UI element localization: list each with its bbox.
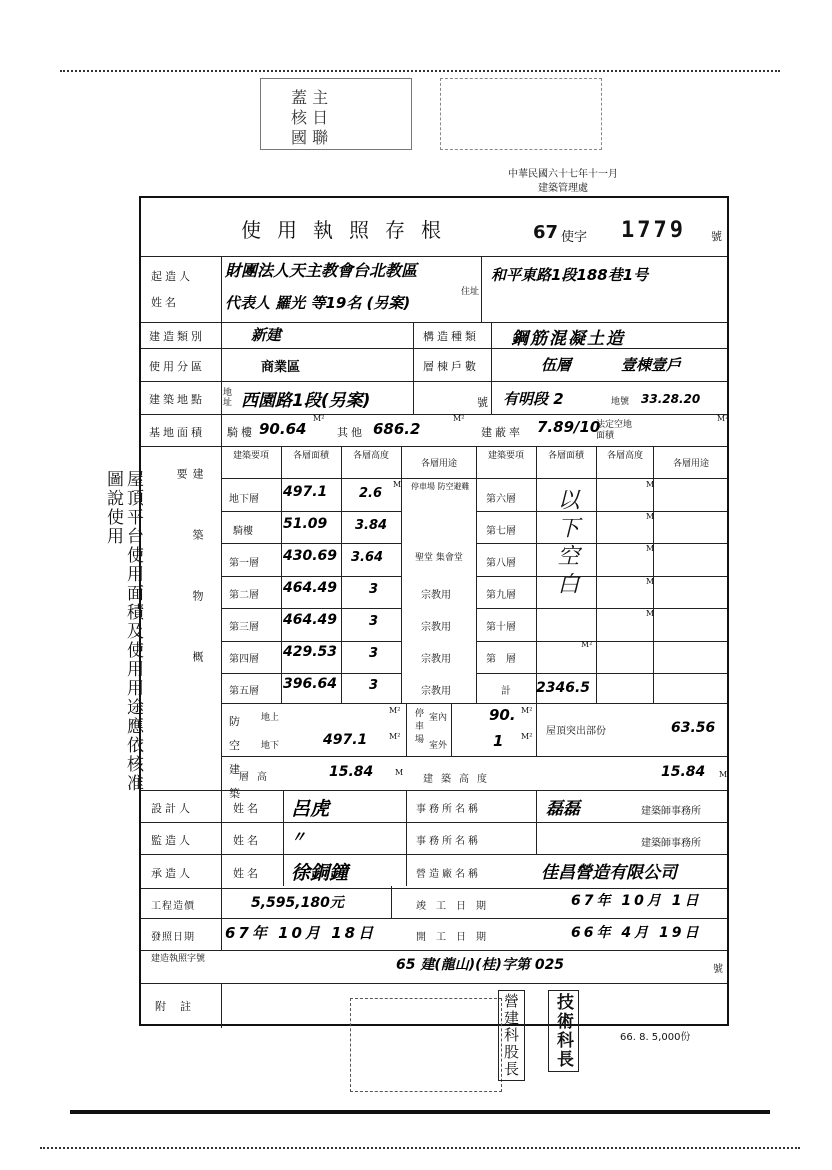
unit-label: M [393, 480, 402, 489]
floor-item: 第 層 [486, 654, 516, 665]
floor-use: 宗教用 [421, 686, 451, 697]
total-area: 2346.5 [536, 680, 591, 696]
location-label: 建築地點 [149, 393, 205, 406]
floor-height: 2.6 [359, 486, 383, 501]
floor-use: 宗教用 [421, 654, 451, 665]
designer-office-suffix: 建築師事務所 [641, 806, 701, 817]
zoning-value: 商業區 [261, 360, 301, 375]
floor-height: 3 [369, 646, 379, 661]
unit-label: M² [521, 706, 533, 715]
floor-area: 396.64 [283, 676, 338, 692]
shelter-ground: 地上 [261, 713, 280, 723]
location-sub-label: 地址 [223, 388, 233, 408]
supervisor-office-label: 事務所名稱 [416, 836, 481, 847]
unit-label: M [719, 770, 728, 779]
location-no-label: 號 [477, 396, 488, 409]
units-value: 壹棟壹戶 [621, 356, 682, 374]
shelter-under: 地下 [261, 741, 280, 751]
unit-label: M [646, 577, 655, 586]
floor-use: 停車場 防空避難 [411, 482, 470, 491]
floor-item: 第七層 [486, 526, 516, 537]
top-stamp-line: 國 聯 [291, 128, 329, 147]
supervisor-name: 〃 [291, 828, 307, 846]
building-height-value: 15.84 [661, 764, 706, 780]
completion-label: 竣工日期 [416, 901, 496, 912]
start-label: 開工日期 [416, 932, 496, 943]
applicant-org: 財團法人天主教會台北教區 [225, 261, 418, 280]
build-type-label: 建造類別 [149, 330, 205, 343]
floor-item: 第九層 [486, 590, 516, 601]
cost-label: 工程造價 [151, 901, 195, 912]
parking-outdoor: 室外 [429, 741, 448, 751]
side-stamp-line: 建築管理處 [538, 183, 588, 194]
permit-number: 1779 [621, 218, 686, 243]
floor-area: 464.49 [283, 612, 338, 628]
arcade-label: 騎樓 [227, 426, 255, 439]
designer-name-label: 姓名 [233, 802, 261, 815]
location-value: 西園路1段(另案) [241, 391, 371, 411]
location-section: 有明段 2 [503, 390, 564, 408]
unit-label: M [646, 544, 655, 553]
col-header: 各層高度 [352, 451, 389, 461]
permit-form [139, 196, 729, 1026]
top-stamp-right [440, 78, 602, 150]
floor-item: 第十層 [486, 622, 516, 633]
floor-item: 第五層 [229, 686, 259, 697]
floor-item: 第六層 [486, 494, 516, 505]
permit-suffix: 號 [711, 230, 722, 243]
cost-value: 5,595,180元 [251, 895, 344, 911]
floor-use: 宗教用 [421, 622, 451, 633]
col-header: 各層面積 [547, 451, 584, 461]
col-header: 各層用途 [420, 459, 457, 469]
other-area: 686.2 [373, 420, 421, 438]
lot-label: 地號 [611, 397, 630, 407]
unit-label: M² [521, 732, 533, 741]
start-date: 66年 4月 19日 [571, 925, 702, 941]
designer-office: 磊磊 [546, 799, 580, 819]
roof-label: 屋頂突出部份 [546, 726, 606, 737]
floor-height: 3 [369, 614, 379, 629]
contractor-name-label: 姓名 [233, 867, 261, 880]
approval-stamp-box [350, 998, 502, 1092]
unit-label: M² [453, 414, 465, 423]
shelter-label: 防空建築 [229, 715, 246, 800]
build-type-value: 新建 [251, 326, 282, 344]
unit-label: M² [313, 414, 325, 423]
issue-label: 發照日期 [151, 932, 195, 943]
arcade-area: 90.64 [259, 420, 307, 438]
col-header: 各層面積 [292, 451, 329, 461]
floor-height: 3 [369, 582, 379, 597]
floor-item: 第八層 [486, 558, 516, 569]
parking-outdoor-value: 1 [493, 732, 504, 750]
left-note: 屋頂平台使用面積及使用用途應依核准圖說使用 [103, 470, 143, 793]
floor-item: 第一層 [229, 558, 259, 569]
roof-value: 63.56 [671, 720, 716, 736]
floor-height-label: 層高 [239, 772, 275, 783]
structure-value: 鋼筋混凝土造 [511, 329, 625, 349]
floor-item: 第二層 [229, 590, 259, 601]
supervisor-role: 監造人 [151, 834, 193, 847]
remarks-label: 附註 [155, 1000, 205, 1013]
contractor-role: 承造人 [151, 867, 193, 880]
floor-area: 430.69 [283, 548, 338, 564]
legal-open-space-label: 法定空地面積 [596, 420, 633, 441]
applicant-address: 和平東路1段188巷1号 [491, 266, 649, 284]
designer-name: 呂虎 [291, 798, 330, 820]
side-stamp-line: 中華民國六十七年十一月 [508, 169, 618, 180]
floor-area: 497.1 [283, 484, 328, 500]
permit-ref-suffix: 號 [713, 964, 723, 975]
contractor-name: 徐銅鐘 [291, 862, 349, 884]
stamp-section-chief: 營建科股長 [498, 990, 525, 1081]
top-stamp-line: 蓋 主 [291, 88, 329, 107]
zoning-label: 使用分區 [149, 360, 205, 373]
unit-label: M [646, 609, 655, 618]
building-height-label: 建築高度 [423, 774, 495, 785]
applicant-label: 起造人 [151, 270, 193, 283]
coverage-value: 7.89/10 [537, 418, 601, 436]
permit-ref: 65 建(龍山)(桂)字第 025 [396, 957, 565, 973]
issue-date: 67年 10月 18日 [225, 924, 377, 942]
applicant-name-label: 姓名 [151, 296, 179, 309]
unit-label: M² [581, 640, 593, 649]
unit-label: M² [389, 732, 401, 741]
floor-item: 計 [501, 686, 511, 697]
stamp-tech-chief: 技術科長 [548, 990, 579, 1072]
building-summary-label: 建築物概要 [175, 468, 204, 712]
floor-item: 第四層 [229, 654, 259, 665]
permit-label: 建造執照字號 [151, 954, 206, 964]
floor-area: 464.49 [283, 580, 338, 596]
structure-label: 構造種類 [423, 330, 479, 343]
applicant-rep: 代表人 羅光 等19名 (另案) [225, 294, 411, 312]
floor-use: 聖堂 集會堂 [415, 553, 463, 563]
floor-item: 地下層 [229, 494, 259, 505]
contractor-company-label: 營造廠名稱 [416, 869, 481, 880]
lot-value: 33.28.20 [641, 392, 701, 406]
designer-office-label: 事務所名稱 [416, 804, 481, 815]
floor-area: 51.09 [283, 516, 328, 532]
address-label: 住址 [461, 287, 480, 297]
col-header: 建築要項 [487, 451, 524, 461]
shelter-under-value: 497.1 [323, 732, 368, 748]
floors-value: 伍層 [541, 356, 572, 374]
coverage-label: 建蔽率 [481, 426, 523, 439]
unit-label: M² [717, 414, 729, 423]
floor-use: 宗教用 [421, 590, 451, 601]
floor-item: 第三層 [229, 622, 259, 633]
supervisor-office-suffix: 建築師事務所 [641, 838, 701, 849]
site-area-label: 基地面積 [149, 426, 205, 439]
floor-item: 騎樓 [233, 526, 253, 537]
supervisor-name-label: 姓名 [233, 834, 261, 847]
blank-note: 以下空白 [554, 488, 579, 600]
floor-height: 3.84 [355, 518, 388, 533]
parking-indoor-value: 90. [489, 706, 516, 724]
col-header: 各層用途 [672, 459, 709, 469]
top-stamp-line: 核 日 [291, 108, 329, 127]
completion-date: 67年 10月 1日 [571, 893, 702, 909]
floor-area: 429.53 [283, 644, 338, 660]
floor-height: 3 [369, 678, 379, 693]
floors-label: 層棟戶數 [423, 360, 479, 373]
permit-prefix: 使字 [561, 230, 588, 245]
contractor-company: 佳昌營造有限公司 [541, 863, 677, 883]
parking-label: 停車場 [415, 709, 425, 745]
floor-height-value: 15.84 [329, 764, 374, 780]
floor-height: 3.64 [351, 550, 384, 565]
unit-label: M² [389, 706, 401, 715]
bottom-rule [70, 1110, 770, 1114]
unit-label: M [395, 768, 404, 777]
designer-role: 設計人 [151, 802, 193, 815]
parking-indoor: 室內 [429, 713, 448, 723]
unit-label: M [646, 480, 655, 489]
form-title: 使用執照存根 [241, 218, 457, 242]
unit-label: M [646, 512, 655, 521]
col-header: 建築要項 [232, 451, 269, 461]
permit-year: 67 [533, 222, 559, 243]
other-label: 其他 [337, 426, 365, 439]
top-stamp [260, 78, 412, 150]
print-code: 66. 8. 5,000份 [620, 1032, 691, 1043]
col-header: 各層高度 [606, 451, 643, 461]
